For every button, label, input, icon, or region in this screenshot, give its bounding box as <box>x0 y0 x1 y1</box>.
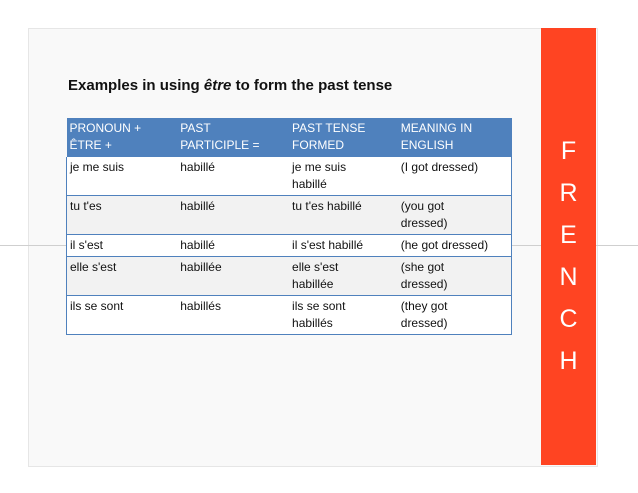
past-tense-table <box>66 118 512 335</box>
cell-line: habillé <box>180 199 215 213</box>
sidebar-letter: H <box>559 347 578 375</box>
cell-line: habillée <box>180 260 222 274</box>
cell-line: ils se sont <box>70 299 124 313</box>
header-meaning <box>398 118 512 157</box>
table-row <box>67 196 512 235</box>
cell-line: tu t'es habillé <box>292 199 362 213</box>
table-cell <box>289 296 398 335</box>
table-cell <box>289 257 398 296</box>
table-cell <box>398 257 512 296</box>
table-cell <box>177 257 289 296</box>
table-cell <box>67 257 178 296</box>
sidebar-letter: E <box>560 221 577 249</box>
header-line: PARTICIPLE = <box>180 138 260 152</box>
header-past-tense <box>289 118 398 157</box>
sidebar-letter: C <box>559 305 578 333</box>
header-line: ENGLISH <box>400 138 454 152</box>
cell-line: dressed) <box>400 216 448 230</box>
cell-line: tu t'es <box>70 199 102 213</box>
cell-line: il s'est habillé <box>292 238 364 252</box>
cell-line: habillé <box>180 160 215 174</box>
cell-line: (they got <box>400 299 448 313</box>
header-line: ÊTRE + <box>69 138 112 152</box>
cell-line: habillé <box>180 238 215 252</box>
cell-line: ils se sont <box>292 299 346 313</box>
cell-line: je me suis <box>292 160 347 174</box>
table-cell <box>177 235 289 257</box>
table-cell <box>398 235 512 257</box>
cell-line: elle s'est <box>70 260 117 274</box>
header-line: FORMED <box>292 138 345 152</box>
title-prefix: Examples in using <box>68 77 204 94</box>
title-emphasis: être <box>203 77 232 94</box>
cell-line: elle s'est <box>292 260 339 274</box>
cell-line: (I got dressed) <box>400 160 479 174</box>
cell-line: (she got <box>400 260 445 274</box>
table-cell <box>289 157 398 196</box>
table-cell <box>289 196 398 235</box>
cell-line: dressed) <box>400 277 448 291</box>
table-cell <box>398 157 512 196</box>
table-cell <box>67 196 178 235</box>
table-row <box>67 257 512 296</box>
header-line: PAST <box>180 121 211 135</box>
header-past-participle <box>177 118 289 157</box>
table-cell <box>177 157 289 196</box>
table-cell <box>67 157 178 196</box>
sidebar-letter: N <box>559 263 578 291</box>
cell-line: habillés <box>180 299 221 313</box>
cell-line: (he got dressed) <box>400 238 489 252</box>
sidebar-letter: F <box>560 137 577 165</box>
cell-line: (you got <box>400 199 445 213</box>
cell-line: habillé <box>292 177 327 191</box>
cell-line: il s'est <box>70 238 103 252</box>
sidebar-letters <box>541 131 596 383</box>
table-row <box>67 157 512 196</box>
cell-line: habillée <box>292 277 334 291</box>
cell-line: dressed) <box>400 316 448 330</box>
table-row <box>67 235 512 257</box>
header-line: MEANING IN <box>400 121 473 135</box>
cell-line: habillés <box>292 316 333 330</box>
table-cell <box>398 296 512 335</box>
header-pronoun <box>67 118 178 157</box>
title-suffix: to form the past tense <box>231 77 393 94</box>
table-cell <box>398 196 512 235</box>
table-row <box>67 296 512 335</box>
sidebar-letter: R <box>559 179 578 207</box>
table-cell <box>177 196 289 235</box>
table-cell <box>289 235 398 257</box>
header-line: PRONOUN + <box>69 121 142 135</box>
table-cell <box>67 235 178 257</box>
table-header-row <box>67 118 512 157</box>
page-title <box>68 77 392 94</box>
cell-line: je me suis <box>70 160 125 174</box>
header-line: PAST TENSE <box>292 121 366 135</box>
table-cell <box>67 296 178 335</box>
table-cell <box>177 296 289 335</box>
